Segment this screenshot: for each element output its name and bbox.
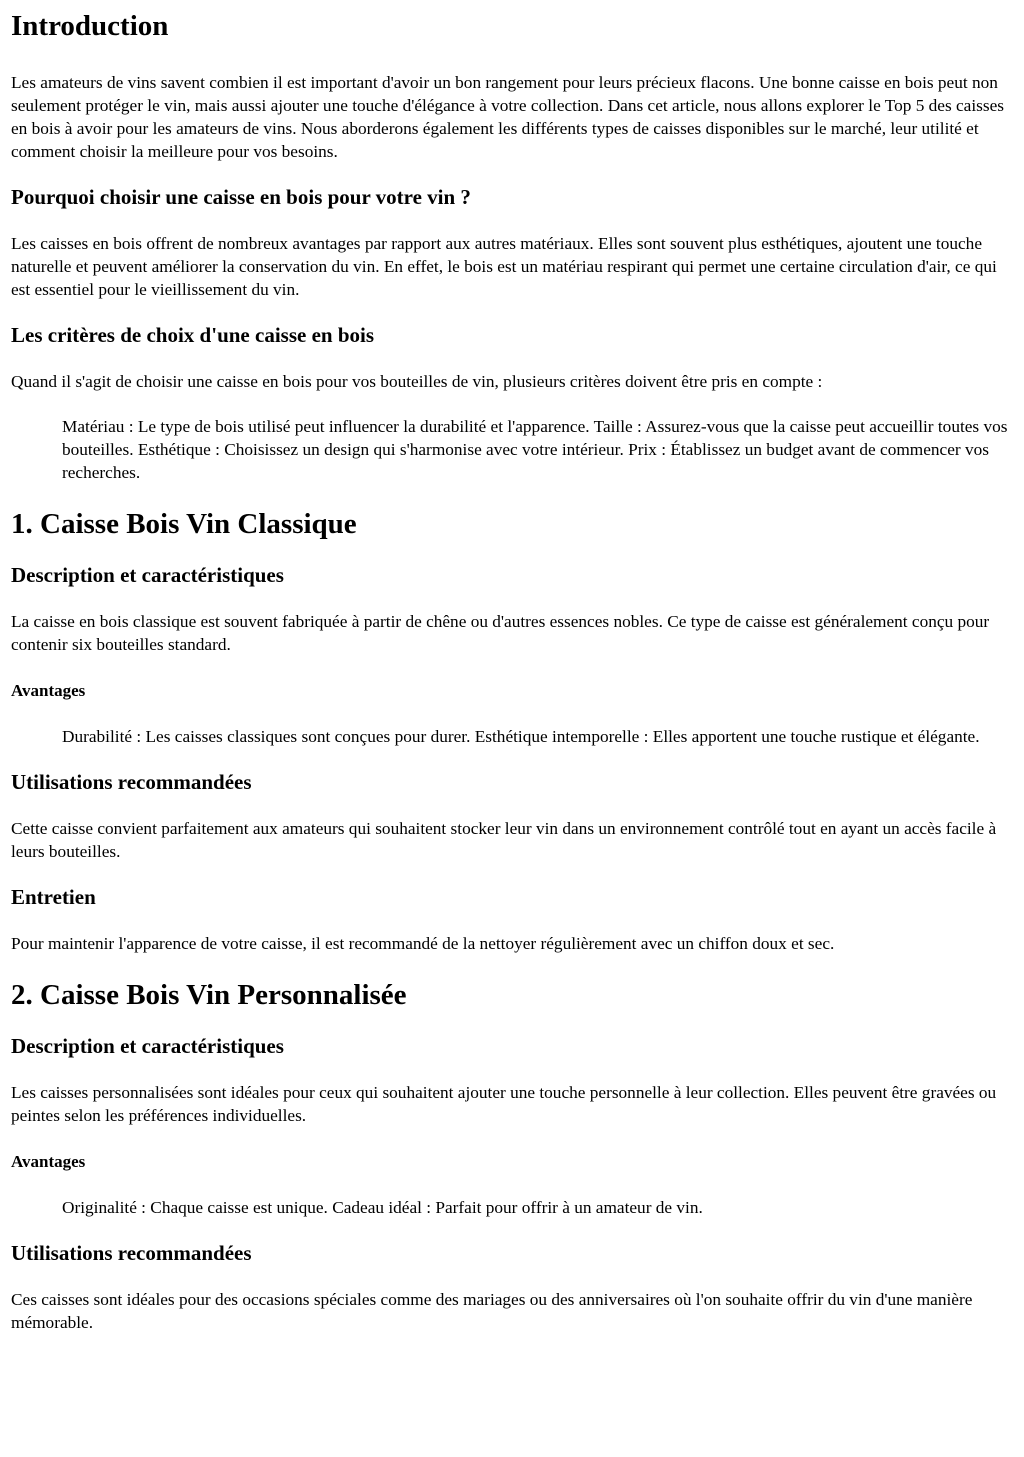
section2-description-heading: Description et caractéristiques — [11, 1034, 284, 1058]
section2-advantages-list: Originalité : Chaque caisse est unique. Cadeau idéal : Parfait pour offrir à un amateur de vin. — [62, 1198, 703, 1217]
intro-heading: Introduction — [11, 10, 169, 42]
section1-advantages-heading: Avantages — [11, 681, 86, 700]
section1-advantages-list: Durabilité : Les caisses classiques sont conçues pour durer. Esthétique intemporelle : Elles apportent une touche rustique et élégante. — [62, 727, 980, 746]
criteria-heading: Les critères de choix d'une caisse en bois — [11, 323, 375, 347]
section1-care-heading: Entretien — [11, 885, 96, 909]
section2-uses: Ces caisses sont idéales pour des occasions spéciales comme des mariages ou des anniversaires où l'on souhaite offrir du vin d'une manière mémorable. — [11, 1290, 973, 1332]
why-heading: Pourquoi choisir une caisse en bois pour votre vin ? — [11, 185, 471, 209]
section2-advantages-heading: Avantages — [11, 1152, 86, 1171]
section2-description: Les caisses personnalisées sont idéales pour ceux qui souhaitent ajouter une touche personnelle à leur collection. Elles peuvent être gravées ou peintes selon les préférences individuelles. — [11, 1083, 997, 1125]
section1-uses: Cette caisse convient parfaitement aux amateurs qui souhaitent stocker leur vin dans un environnement contrôlé tout en ayant un accès facile à leurs bouteilles. — [11, 819, 997, 861]
section2-heading: 2. Caisse Bois Vin Personnalisée — [11, 979, 407, 1011]
section1-care: Pour maintenir l'apparence de votre caisse, il est recommandé de la nettoyer régulièrement avec un chiffon doux et sec. — [11, 934, 835, 953]
section2-uses-heading: Utilisations recommandées — [11, 1241, 252, 1265]
why-paragraph: Les caisses en bois offrent de nombreux avantages par rapport aux autres matériaux. Elles sont souvent plus esthétiques, ajoutent une touche naturelle et peuvent améliorer la conservation du vin. En effet, le bois est un matériau respirant qui permet une certaine circulation d'air, ce qui est essentiel pour le vieillissement du vin. — [11, 234, 997, 299]
criteria-paragraph: Quand il s'agit de choisir une caisse en bois pour vos bouteilles de vin, plusieurs critères doivent être pris en compte : — [11, 372, 823, 391]
section1-description: La caisse en bois classique est souvent fabriquée à partir de chêne ou d'autres essences nobles. Ce type de caisse est généralement conçu pour contenir six bouteilles standard. — [11, 612, 990, 654]
section1-uses-heading: Utilisations recommandées — [11, 770, 252, 794]
article — [0, 9, 1024, 1334]
section1-description-heading: Description et caractéristiques — [11, 563, 284, 587]
criteria-list: Matériau : Le type de bois utilisé peut influencer la durabilité et l'apparence. Taille : Assurez-vous que la caisse peut accueillir toutes vos bouteilles. Esthétique : Choisissez un design qui s'harmonise avec votre intérieur. Prix : Établissez un budget avant de commencer vos recherches. — [62, 417, 1008, 482]
section1-heading: 1. Caisse Bois Vin Classique — [11, 508, 357, 540]
intro-paragraph: Les amateurs de vins savent combien il est important d'avoir un bon rangement pour leurs précieux flacons. Une bonne caisse en bois peut non seulement protéger le vin, mais aussi ajouter une touche d'élégance à votre collection. Dans cet article, nous allons explorer le Top 5 des caisses en bois à avoir pour les amateurs de vins. Nous aborderons également les différents types de caisses disponibles sur le marché, leur utilité et comment choisir la meilleure pour vos besoins. — [11, 73, 1004, 161]
